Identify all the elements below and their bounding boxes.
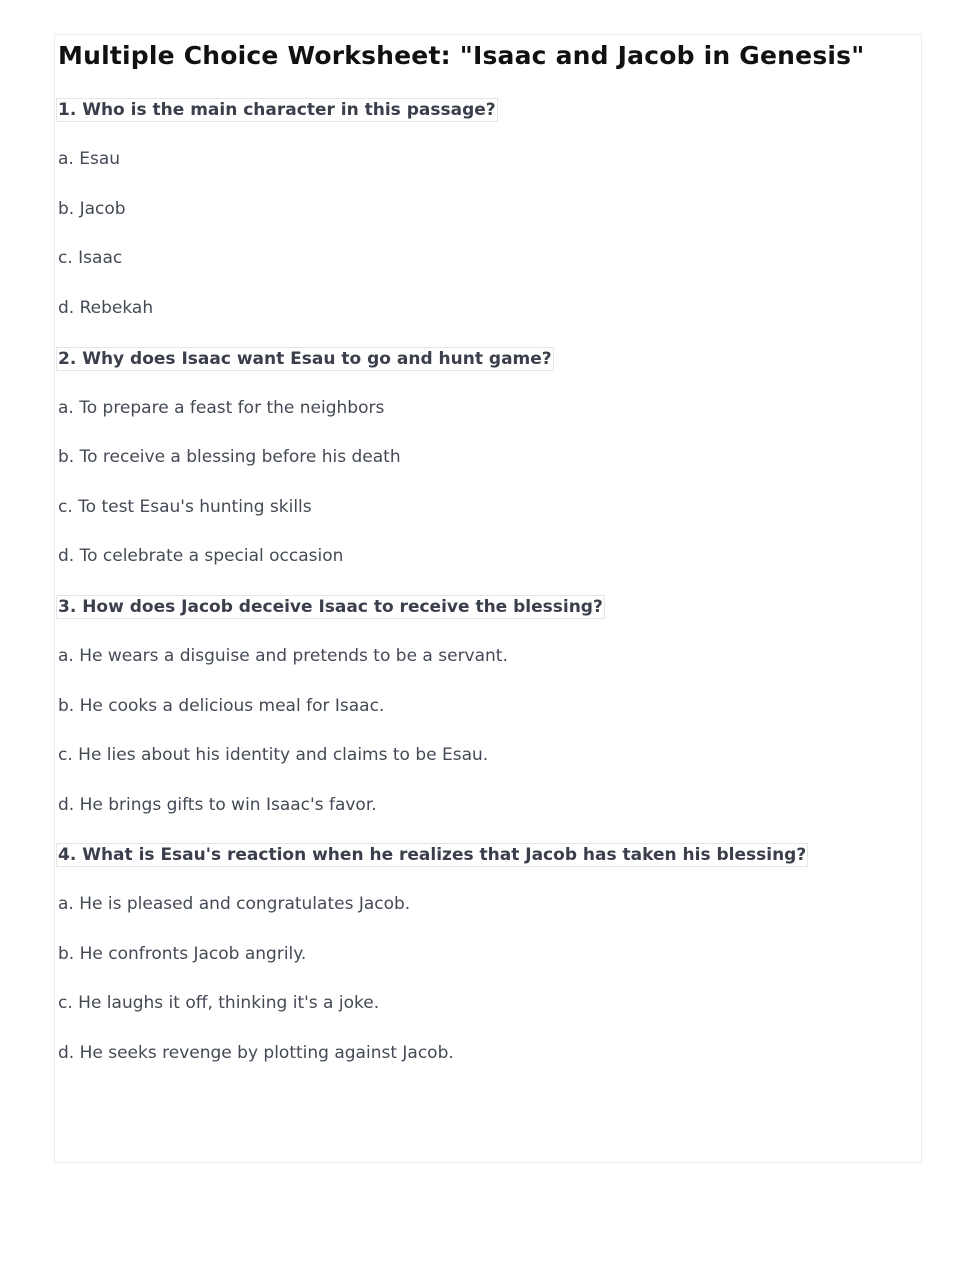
page-title: Multiple Choice Worksheet: "Isaac and Jacob in Genesis" <box>58 41 865 70</box>
question-4-option-c: c. He laughs it off, thinking it's a joke. <box>58 993 380 1013</box>
question-3-option-d: d. He brings gifts to win Isaac's favor. <box>58 795 377 815</box>
question-4-option-a: a. He is pleased and congratulates Jacob. <box>58 894 411 914</box>
question-4: 4. What is Esau's reaction when he realizes that Jacob has taken his blessing? <box>58 845 807 865</box>
question-1-option-d: d. Rebekah <box>58 298 154 318</box>
question-3-option-c: c. He lies about his identity and claims to be Esau. <box>58 745 489 765</box>
question-3-option-b: b. He cooks a delicious meal for Isaac. <box>58 696 385 716</box>
question-1-option-b: b. Jacob <box>58 199 126 219</box>
question-3-option-a: a. He wears a disguise and pretends to be a servant. <box>58 646 508 666</box>
question-4-option-d: d. He seeks revenge by plotting against Jacob. <box>58 1043 454 1063</box>
question-2-option-c: c. To test Esau's hunting skills <box>58 497 312 517</box>
question-1: 1. Who is the main character in this passage? <box>58 100 496 120</box>
question-1-option-a: a. Esau <box>58 149 121 169</box>
question-4-option-b: b. He confronts Jacob angrily. <box>58 944 307 964</box>
question-2-option-d: d. To celebrate a special occasion <box>58 546 344 566</box>
question-1-option-c: c. Isaac <box>58 248 123 268</box>
question-2-option-b: b. To receive a blessing before his death <box>58 447 401 467</box>
question-2: 2. Why does Isaac want Esau to go and hunt game? <box>58 349 552 369</box>
question-2-option-a: a. To prepare a feast for the neighbors <box>58 398 385 418</box>
worksheet-page <box>54 34 922 1163</box>
question-3: 3. How does Jacob deceive Isaac to receive the blessing? <box>58 597 603 617</box>
